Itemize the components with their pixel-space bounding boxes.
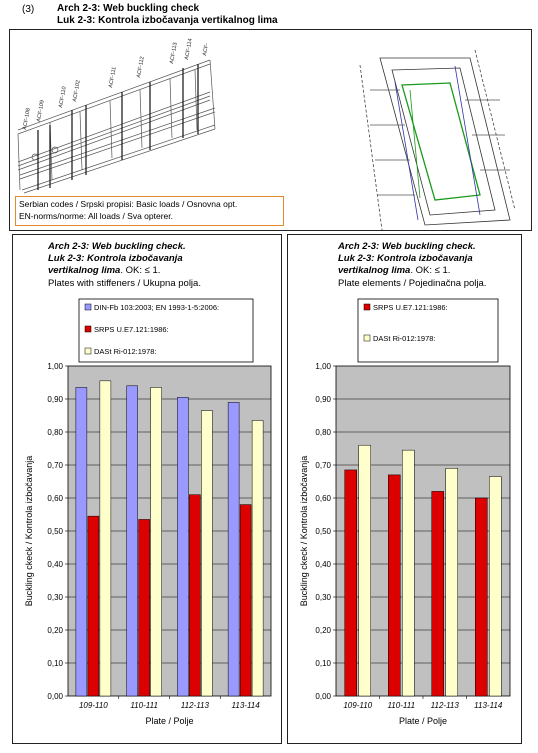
chart-subtitle: Plates with stiffeners / Ukupna polja.: [48, 278, 201, 289]
bar: [100, 381, 111, 696]
chart-title-line1: Arch 2-3: Web buckling check.: [48, 241, 186, 252]
plate-plan-drawing: [360, 50, 515, 230]
x-tick-label: 113-114: [474, 701, 503, 710]
y-tick-label: 0,80: [47, 428, 63, 437]
y-tick-label: 0,20: [315, 626, 331, 635]
y-tick-label: 0,40: [315, 560, 331, 569]
chart-subtitle: Plate elements / Pojedinačna polja.: [338, 278, 487, 289]
codes-note-line2: EN-norms/norme: All loads / Sva opterer.: [19, 211, 174, 221]
bar: [240, 505, 251, 696]
bar: [76, 387, 87, 696]
member-label: ACF-112: [136, 56, 146, 79]
y-tick-label: 0,70: [47, 461, 63, 470]
y-tick-label: 0,50: [47, 527, 63, 536]
y-tick-label: 0,30: [47, 593, 63, 602]
page-subtitle: Luk 2-3: Kontrola izbočavanja vertikalnog lima: [57, 15, 278, 26]
bar-chart-plate-elements: [288, 235, 521, 743]
legend-label: DASt Ri-012:1978:: [373, 334, 436, 343]
member-label: ACF-114: [184, 38, 194, 61]
chart-title-line1: Arch 2-3: Web buckling check.: [338, 241, 476, 252]
section-number: (3): [22, 4, 35, 15]
y-tick-label: 0,60: [47, 494, 63, 503]
y-tick-label: 1,00: [315, 362, 331, 371]
y-tick-label: 0,00: [315, 692, 331, 701]
member-label: ACF-108: [22, 107, 32, 131]
legend-label: DIN-Fb 103:2003; EN 1993-1-5:2006:: [94, 303, 220, 312]
y-axis-label: Buckling ckeck / Kontrola izbočavanja: [24, 455, 34, 607]
bar: [446, 468, 458, 696]
x-tick-label: 113-114: [231, 701, 260, 710]
chart-title-line2: Luk 2-3: Kontrola izbočavanja: [338, 253, 473, 264]
x-tick-label: 112-113: [430, 701, 459, 710]
y-tick-label: 0,90: [315, 395, 331, 404]
codes-note-line1: Serbian codes / Srpski propisi: Basic loads / Osnovna opt.: [19, 199, 238, 209]
bar: [177, 397, 188, 696]
chart-title-line2: Luk 2-3: Kontrola izbočavanja: [48, 253, 183, 264]
bar: [189, 495, 200, 696]
bar: [345, 470, 357, 696]
legend-label: DASt Ri-012:1978:: [94, 347, 157, 356]
bar: [489, 477, 501, 696]
bar: [402, 450, 414, 696]
bar: [359, 445, 371, 696]
y-tick-label: 0,50: [315, 527, 331, 536]
legend-label: SRPS U.E7.121:1986:: [94, 325, 169, 334]
bar: [88, 516, 99, 696]
chart-panel-right: [287, 234, 522, 744]
member-labels: [22, 38, 210, 130]
legend-swatch: [364, 335, 370, 341]
x-axis-label: Plate / Polje: [145, 716, 194, 726]
bar: [388, 475, 400, 696]
y-tick-label: 0,20: [47, 626, 63, 635]
bar: [432, 491, 444, 696]
x-tick-label: 109-110: [343, 701, 373, 710]
chart-title-line3: vertikalnog lima. OK: ≤ 1.: [338, 265, 451, 276]
y-tick-label: 0,90: [47, 395, 63, 404]
x-tick-label: 110-111: [387, 701, 416, 710]
member-label: ACF-: [202, 42, 211, 57]
chart-panel-left: [12, 234, 282, 744]
member-label: ACF-113: [169, 42, 179, 65]
y-tick-label: 0,40: [47, 560, 63, 569]
legend-swatch: [85, 348, 91, 354]
x-tick-label: 109-110: [78, 701, 108, 710]
y-axis-label: Buckling ckeck / Kontrola izbočavanja: [299, 455, 309, 607]
y-tick-label: 0,60: [315, 494, 331, 503]
member-label: ACF-111: [108, 66, 118, 89]
legend-swatch: [85, 304, 91, 310]
bar: [228, 402, 239, 696]
x-tick-label: 112-113: [180, 701, 209, 710]
y-tick-label: 0,70: [315, 461, 331, 470]
bar: [139, 519, 150, 696]
x-axis-label: Plate / Polje: [398, 716, 448, 726]
y-tick-label: 0,00: [47, 692, 63, 701]
bar-chart-plates-with-stiffeners: [13, 235, 281, 743]
y-tick-label: 1,00: [47, 362, 63, 371]
y-tick-label: 0,80: [315, 428, 331, 437]
legend-label: SRPS U.E7.121:1986:: [373, 303, 448, 312]
bar: [252, 420, 263, 696]
y-tick-label: 0,30: [315, 593, 331, 602]
codes-note-box: [15, 196, 284, 226]
member-label: ACF-102: [72, 79, 82, 103]
y-tick-label: 0,10: [47, 659, 63, 668]
bar: [151, 387, 162, 696]
legend-swatch: [364, 304, 370, 310]
member-label: ACF-110: [58, 86, 68, 109]
x-tick-label: 110-111: [130, 701, 158, 710]
arch-perspective-drawing: [18, 60, 215, 193]
legend-swatch: [85, 326, 91, 332]
arch-member-markers: [38, 64, 198, 190]
bar: [127, 386, 138, 696]
bar: [475, 498, 487, 696]
chart-title-line3: vertikalnog lima. OK: ≤ 1.: [48, 265, 161, 276]
bar: [201, 411, 212, 696]
y-tick-label: 0,10: [315, 659, 331, 668]
page-title: Arch 2-3: Web buckling check: [57, 3, 200, 14]
member-label: ACF-109: [36, 99, 46, 123]
